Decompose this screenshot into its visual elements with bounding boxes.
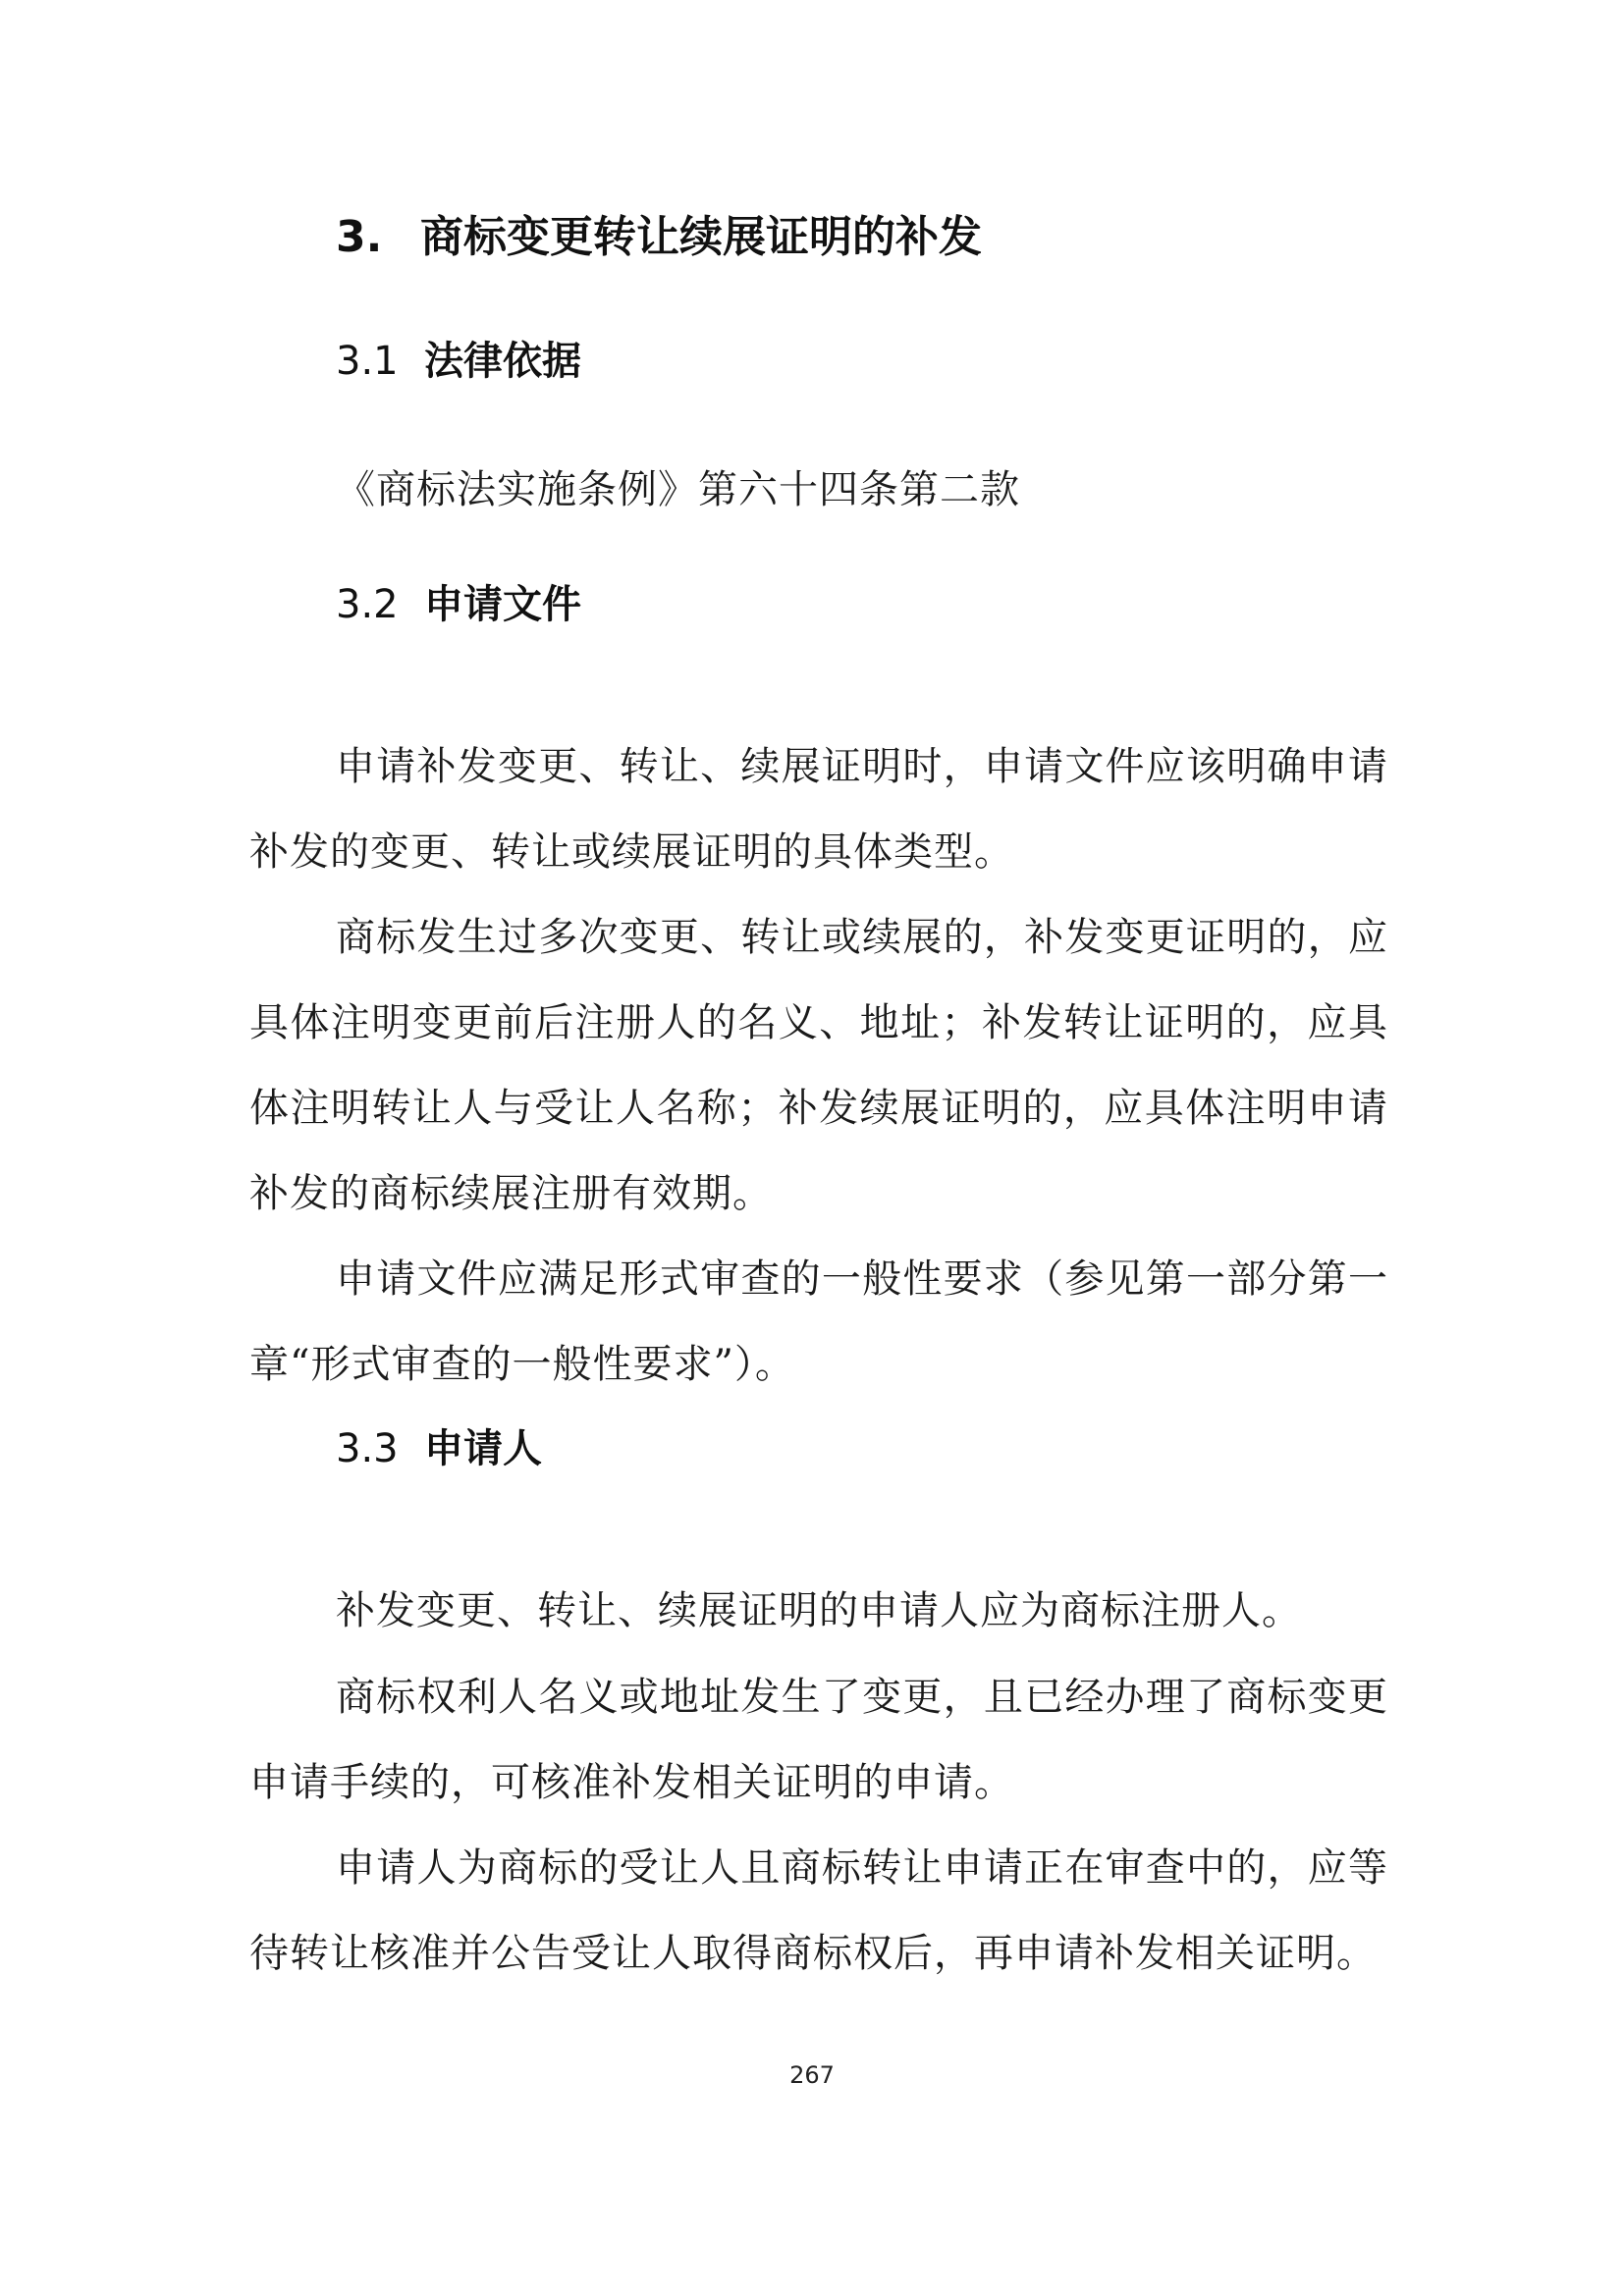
paragraph: 申请补发变更、转让、续展证明时，申请文件应该明确申请补发的变更、转让或续展证明的具体类型。	[249, 744, 1388, 875]
subsection-heading-legal-basis	[336, 334, 581, 389]
legal-basis-text: 《商标法实施条例》第六十四条第二款	[336, 467, 1020, 512]
section-number: 3.	[336, 212, 383, 262]
subsection-title: 申请文件	[424, 582, 581, 627]
subsection-title: 法律依据	[424, 339, 581, 384]
section-title: 商标变更转让续展证明的补发	[420, 212, 982, 262]
subsection-heading-applicant	[336, 1421, 542, 1476]
section-heading	[336, 208, 982, 267]
paragraph: 申请文件应满足形式审查的一般性要求（参见第一部分第一章“形式审查的一般性要求”）。	[249, 1256, 1388, 1387]
subsection-number: 3.2	[336, 582, 399, 627]
paragraph: 商标发生过多次变更、转让或续展的，补发变更证明的，应具体注明变更前后注册人的名义、地址；补发转让证明的，应具体注明转让人与受让人名称；补发续展证明的，应具体注明申请补发的商标续展注册有效期。	[249, 915, 1388, 1216]
subsection-heading-application-documents	[336, 577, 581, 632]
page-number: 267	[789, 2061, 835, 2089]
subsection-number: 3.3	[336, 1426, 399, 1471]
paragraph: 商标权利人名义或地址发生了变更，且已经办理了商标变更申请手续的，可核准补发相关证明的申请。	[249, 1675, 1388, 1805]
subsection-number: 3.1	[336, 339, 399, 384]
paragraph: 补发变更、转让、续展证明的申请人应为商标注册人。	[336, 1588, 1302, 1633]
subsection-title: 申请人	[424, 1426, 542, 1471]
paragraph: 申请人为商标的受让人且商标转让申请正在审查中的，应等待转让核准并公告受让人取得商标权后，再申请补发相关证明。	[249, 1845, 1388, 1976]
